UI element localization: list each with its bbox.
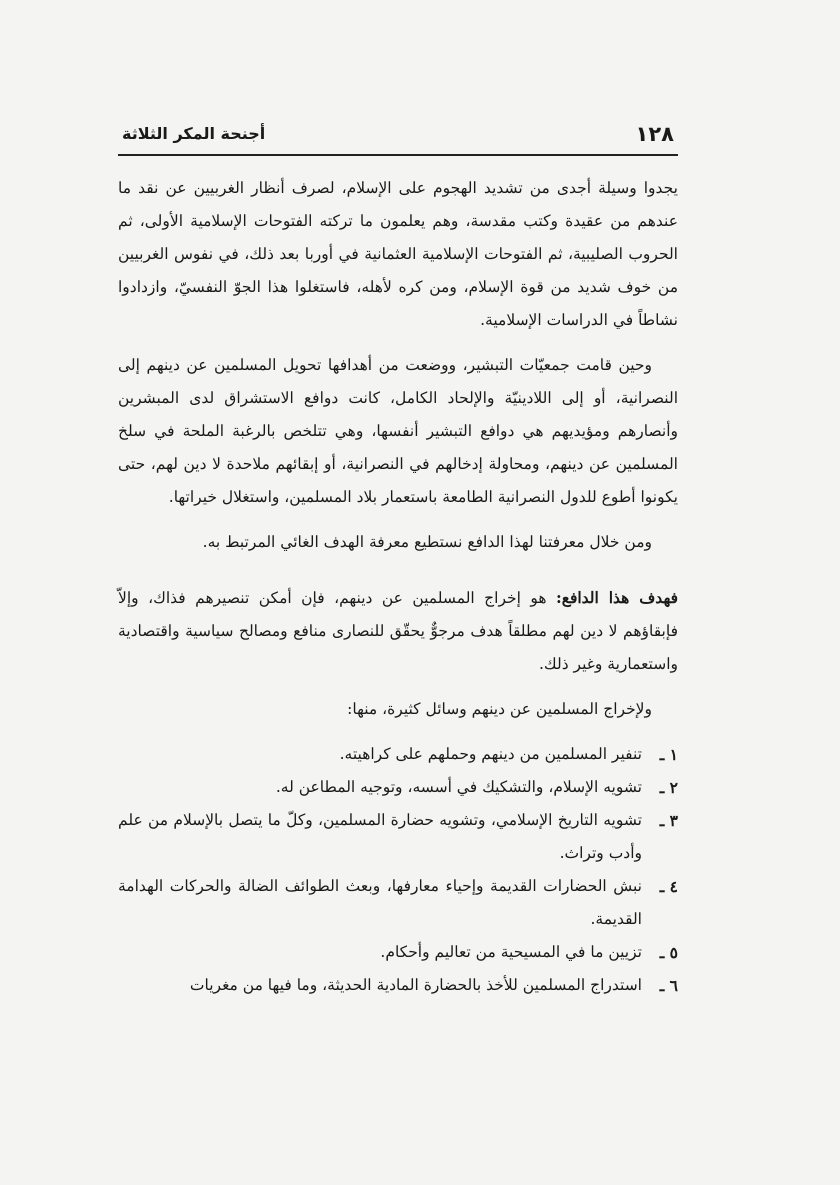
page-number: ١٢٨ [635,122,674,146]
list-item-number: ٦ ـ [659,976,678,995]
paragraph: وحين قامت جمعيّات التبشير، ووضعت من أهدافها تحويل المسلمين عن دينهم إلى النصرانية، أو إلى اللادينيّة والإلحاد الكامل، كانت دوافع الاستشراق لدى المبشرين وأنصارهم ومؤيديهم هي دوافع التبشير أنفسها، وهي تتلخص بالرغبة الملحة في سلخ المسلمين عن دينهم، ومحاولة إدخالهم في النصرانية، أو إبقائهم ملاحدة لا دين لهم، حتى يكونوا أطوع للدول النصرانية الطامعة باستعمار بلاد المسلمين، واستغلال خيراتها. [118,356,678,506]
page-body [118,172,678,1002]
paragraph-gap [118,726,678,738]
list-item [118,870,678,936]
paragraph: ومن خلال معرفتنا لهذا الدافع نستطيع معرفة الهدف الغائي المرتبط به. [202,533,652,551]
running-title: أجنحة المكر الثلاثة [122,124,266,143]
list-item [118,771,678,804]
paragraph-gap [118,337,678,349]
list-item-number: ٣ ـ [659,811,678,830]
goal-lead: فهدف هذا الدافع: [555,588,679,607]
goal-paragraph [118,581,678,681]
list-item-number: ٥ ـ [659,943,678,962]
means-list [118,738,678,1002]
list-item-text: استدراج المسلمين للأخذ بالحضارة المادية الحديثة، وما فيها من مغريات [189,976,642,994]
goal-text: هو إخراج المسلمين عن دينهم، فإن أمكن تنصيرهم فذاك، وإلاّ فإبقاؤهم لا دين لهم مطلقاً هدف مرجوٌّ يحقّق للنصارى منافع ومصالح سياسية واقتصادية واستعمارية وغير ذلك. [118,589,678,673]
list-item [118,738,678,771]
list-item-text: تزيين ما في المسيحية من تعاليم وأحكام. [380,943,642,961]
list-item-number: ٤ ـ [659,877,678,896]
list-item-text: نبش الحضارات القديمة وإحياء معارفها، وبعث الطوائف الضالة والحركات الهدامة القديمة. [118,877,642,928]
list-item-text: تنفير المسلمين من دينهم وحملهم على كراهيته. [339,745,642,763]
paragraph-gap [118,514,678,526]
paragraph: يجدوا وسيلة أجدى من تشديد الهجوم على الإسلام، لصرف أنظار الغربيين عن نقد ما عندهم من عقيدة وكتب مقدسة، وهم يعلمون ما تركته الفتوحات الإسلامية الأولى، ثم الحروب الصليبية، ثم الفتوحات الإسلامية العثمانية في أوربا بعد ذلك، في نفوس الغربيين من خوف شديد من قوة الإسلام، ومن كره لأهله، فاستغلوا هذا الجوّ النفسيّ، وازدادوا نشاطاً في الدراسات الإسلامية. [118,179,678,329]
list-item [118,804,678,870]
list-item-text: تشويه التاريخ الإسلامي، وتشويه حضارة المسلمين، وكلّ ما يتصل بالإسلام من علم وأدب وتراث. [118,811,642,862]
list-item-number: ١ ـ [659,745,678,764]
means-intro: ولإخراج المسلمين عن دينهم وسائل كثيرة، منها: [347,700,652,718]
list-item [118,936,678,969]
list-item-text: تشويه الإسلام، والتشكيك في أسسه، وتوجيه المطاعن له. [275,778,642,796]
list-item [118,969,678,1002]
list-item-number: ٢ ـ [659,778,678,797]
paragraph-gap [118,559,678,581]
paragraph-gap [118,681,678,693]
page-header [118,120,678,156]
